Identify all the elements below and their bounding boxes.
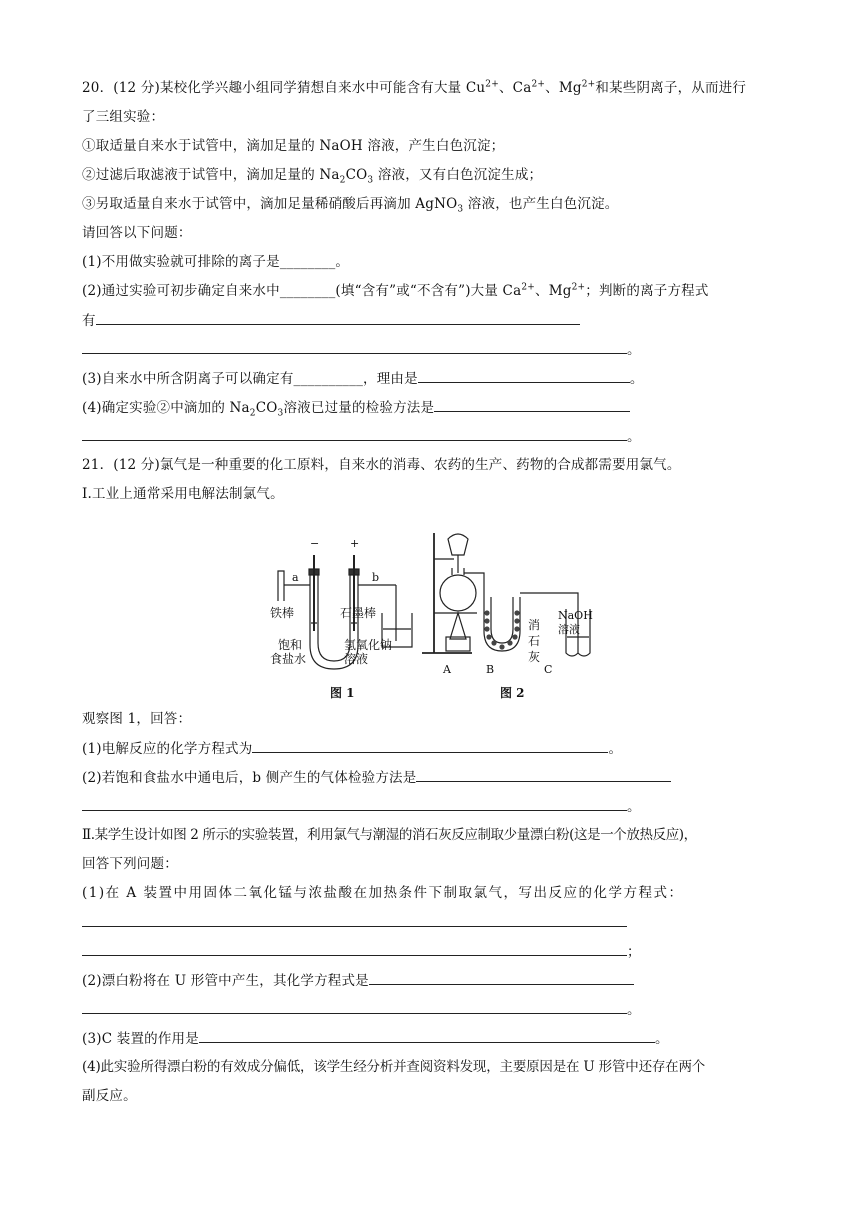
charge: 2+ [521, 282, 536, 293]
q20-ask: 请回答以下问题： [82, 225, 192, 241]
q21-intro: 21．(12 分)氯气是一种重要的化工原料，自来水的消毒、农药的生产、药物的合成都需要用氯气。 [82, 457, 681, 473]
charge: 2+ [581, 79, 596, 90]
answer-blank[interactable] [82, 914, 627, 927]
positive-terminal: + [350, 537, 360, 550]
exp2-text: 溶液，又有白色沉淀生成； [373, 167, 543, 183]
p3-text: (3)自来水中所含阴离子可以确定有__________，理由是 [82, 371, 418, 387]
label-C: C [544, 663, 553, 676]
q21-i1 [82, 740, 782, 756]
q20-exp2 [82, 167, 782, 186]
iron-rod-label: 铁棒 [270, 606, 295, 620]
punctuation: 。 [608, 741, 623, 757]
q20-p2 [82, 283, 782, 299]
exp3-text: ③另取适量自来水于试管中，滴加足量稀硝酸后再滴加 AgNO [82, 196, 458, 212]
charge: 2+ [531, 79, 546, 90]
graphite-rod-label: 石墨棒 [340, 606, 377, 620]
figure-1-caption: 图 1 [330, 686, 355, 700]
slaked-lime-label: 灰 [528, 650, 541, 664]
label-b: b [372, 571, 380, 584]
lime-granules [484, 610, 519, 649]
punctuation: 。 [629, 371, 644, 387]
exp2-text: CO [345, 167, 368, 183]
naoh-label: NaOH [558, 609, 593, 622]
q21-ii4-line2: 副反应。 [82, 1088, 137, 1104]
naoh-solution-label: 氢氧化钠 [344, 638, 393, 652]
q21-part2: Ⅱ.某学生设计如图 2 所示的实验装置，利用氯气与潮湿的消石灰反应制取少量漂白粉(这是一个放热反应)， [82, 827, 697, 843]
label-A: A [443, 663, 451, 676]
figure-2-caption: 图 2 [500, 686, 525, 700]
p2-text: 有 [82, 313, 96, 329]
answer-blank[interactable] [369, 972, 634, 985]
exp3-text: 溶液，也产生白色沉淀。 [463, 196, 619, 212]
inlet-tube-left [278, 571, 284, 601]
brine-label: 饱和 [278, 638, 303, 652]
answer-blank[interactable] [82, 798, 627, 811]
q21-i2-line2 [82, 798, 782, 814]
punctuation: 。 [627, 342, 641, 358]
answer-blank[interactable] [82, 943, 627, 956]
answer-blank[interactable] [418, 370, 630, 383]
answer-blank[interactable] [416, 769, 671, 782]
apparatus-figure [82, 513, 782, 703]
exam-page [82, 80, 782, 1117]
separatory-funnel [448, 534, 468, 555]
ii2-text: (2)漂白粉将在 U 形管中产生，其化学方程式是 [82, 973, 369, 989]
punctuation: 。 [654, 1031, 669, 1047]
brine-label: 食盐水 [270, 652, 307, 666]
answer-blank[interactable] [82, 341, 627, 354]
q21-ii4: (4)此实验所得漂白粉的有效成分偏低，该学生经分析并查阅资料发现，主要原因是在 U 形管中还存在两个 [82, 1059, 706, 1075]
q21-i2 [82, 769, 782, 785]
answer-blank[interactable] [434, 399, 630, 412]
label-a: a [292, 571, 299, 584]
answer-blank[interactable] [82, 428, 627, 441]
answer-blank[interactable] [96, 312, 580, 325]
subscript: 3 [457, 204, 464, 215]
q20-p4-line2 [82, 428, 782, 444]
answer-blank[interactable] [199, 1030, 655, 1043]
slaked-lime-label: 石 [528, 634, 541, 648]
q21-ii1: (1)在 A 装置中用固体二氧化锰与浓盐酸在加热条件下制取氯气，写出反应的化学方程式： [82, 885, 684, 901]
q21-ii1-line3 [82, 943, 782, 959]
q20-p1: (1)不用做实验就可排除的离子是________。 [82, 254, 350, 270]
ii3-text: (3)C 装置的作用是 [82, 1031, 199, 1047]
punctuation: 。 [627, 429, 641, 445]
q21-part1: Ⅰ.工业上通常采用电解法制氯气。 [82, 486, 284, 502]
q20-intro-2: 了三组实验： [82, 109, 165, 125]
p4-text: CO [255, 400, 278, 416]
q20-intro-text: 、Mg [545, 80, 582, 96]
p2-text: 、Mg [535, 283, 572, 299]
q20-p2-line2 [82, 312, 782, 328]
q20-intro-text: 和某些阴离子，从而进行 [595, 80, 747, 96]
q21-part2-line2: 回答下列问题： [82, 856, 178, 872]
i2-text: (2)若饱和食盐水中通电后，b 侧产生的气体检验方法是 [82, 770, 417, 786]
q20-p2-line3 [82, 341, 782, 357]
q20-p4 [82, 399, 782, 419]
q20-intro [82, 80, 782, 96]
q20-exp3 [82, 196, 782, 215]
q21-ii2 [82, 972, 782, 988]
alcohol-lamp-flame [450, 613, 466, 639]
p4-text: 溶液已过量的检验方法是 [283, 400, 435, 416]
exp2-text: ②过滤后取滤液于试管中，滴加足量的 Na [82, 167, 340, 183]
p2-text: (2)通过实验可初步确定自来水中________(填“含有”或“不含有”)大量 Ca [82, 283, 522, 299]
subscript: 3 [277, 408, 284, 419]
punctuation: 。 [627, 1002, 641, 1018]
answer-blank[interactable] [252, 740, 608, 753]
q20-p3 [82, 370, 782, 386]
slaked-lime-label: 消 [528, 618, 541, 632]
subscript: 2 [339, 175, 346, 186]
punctuation: ； [627, 944, 641, 960]
charge: 2+ [485, 79, 499, 90]
negative-terminal: − [310, 537, 320, 550]
answer-blank[interactable] [82, 1001, 627, 1014]
u-tube-b-inner [491, 597, 513, 643]
q21-ii1-line2 [82, 914, 782, 930]
solution-label: 溶液 [558, 623, 580, 636]
label-B: B [486, 663, 495, 676]
subscript: 2 [249, 408, 256, 419]
charge: 2+ [571, 282, 586, 293]
q20-exp1: ①取适量自来水于试管中，滴加足量的 NaOH 溶液，产生白色沉淀； [82, 138, 505, 154]
p4-text: (4)确定实验②中滴加的 Na [82, 400, 250, 416]
naoh-solution-label: 溶液 [344, 652, 369, 666]
q20-intro-text: 、Ca [498, 80, 532, 96]
apparatus-diagram [82, 513, 782, 703]
subscript: 3 [367, 175, 374, 186]
q20-intro-text: 20．(12 分)某校化学兴趣小组同学猜想自来水中可能含有大量 Cu [82, 80, 486, 96]
round-bottom-flask [440, 575, 476, 611]
punctuation: 。 [627, 799, 641, 815]
p2-text: ；判断的离子方程式 [585, 283, 709, 299]
q21-ii2-line2 [82, 1001, 782, 1017]
q21-ii3 [82, 1030, 782, 1046]
i1-text: (1)电解反应的化学方程式为 [82, 741, 253, 757]
q21-observe: 观察图 1，回答： [82, 711, 192, 727]
